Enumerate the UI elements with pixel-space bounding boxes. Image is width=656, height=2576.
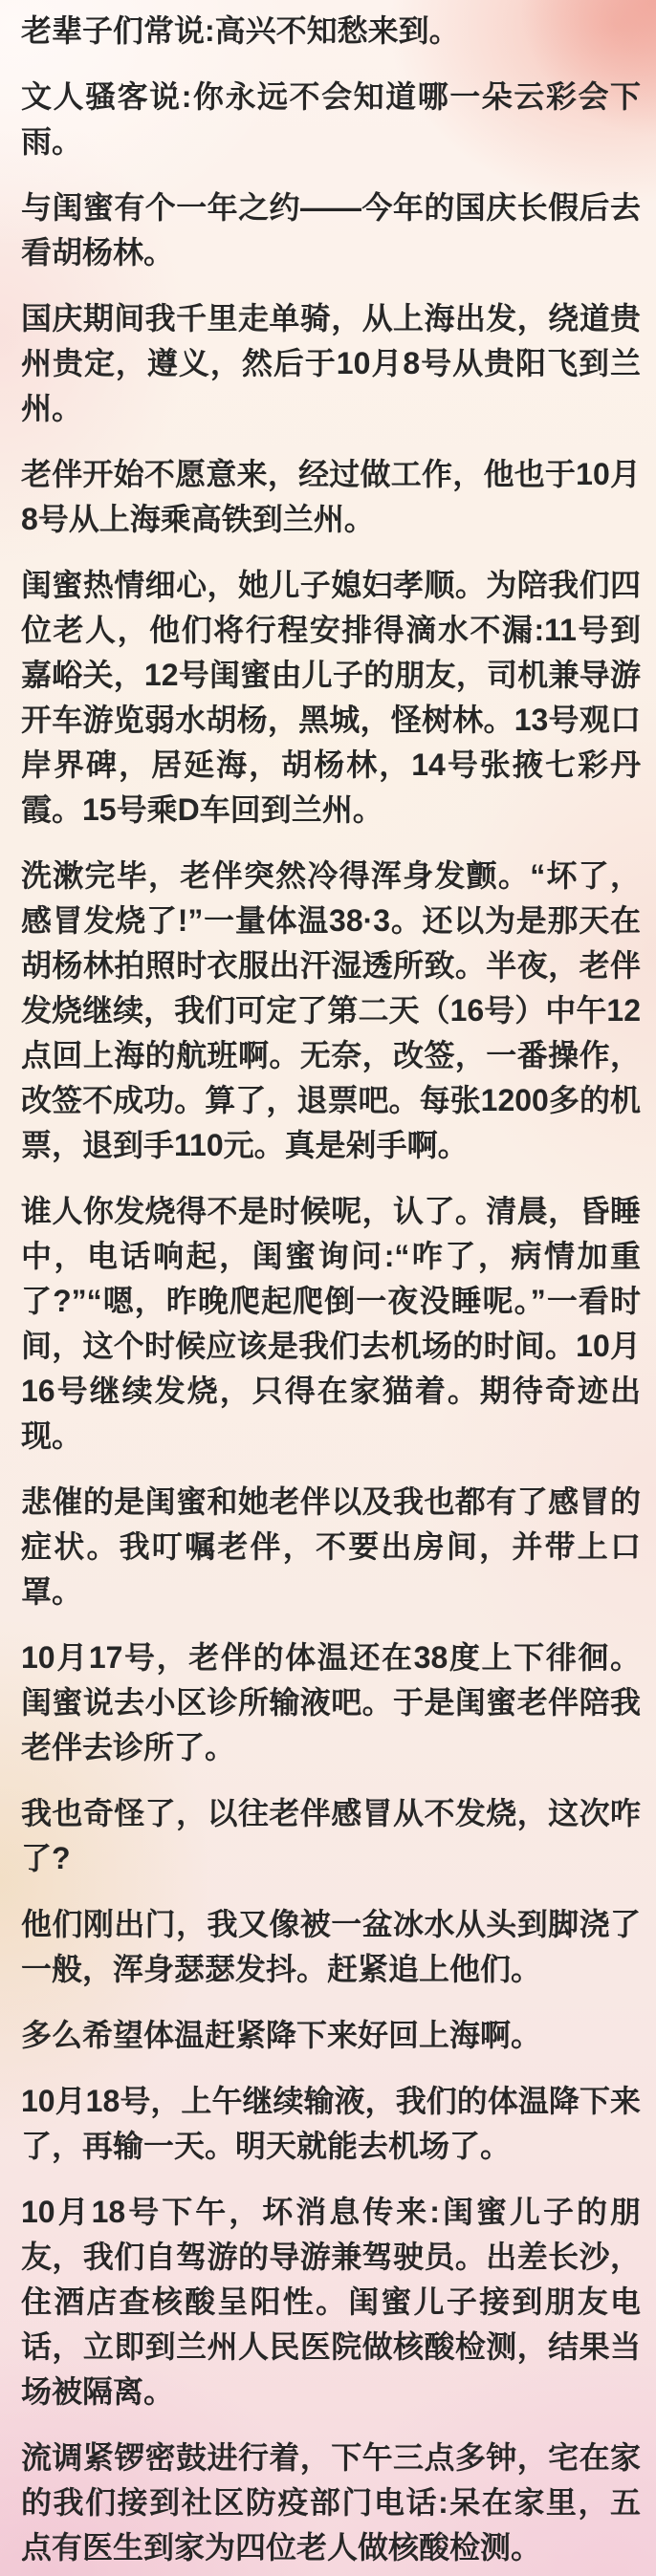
paragraph: 闺蜜热情细心，她儿子媳妇孝顺。为陪我们四位老人，他们将行程安排得滴水不漏:11号到嘉峪关，12号闺蜜由儿子的朋友，司机兼导游开车游览弱水胡杨，黑城，怪树林。13号观口岸界碑，居延海，胡杨林，14号张掖七彩丹霞。15号乘D车回到兰州。 (21, 568, 641, 827)
paragraph: 文人骚客说:你永远不会知道哪一朵云彩会下雨。 (21, 79, 641, 159)
paragraph: 老伴开始不愿意来，经过做工作，他也于10月8号从上海乘高铁到兰州。 (21, 457, 641, 536)
paragraph: 10月18号，上午继续输液，我们的体温降下来了，再输一天。明天就能去机场了。 (21, 2084, 641, 2163)
paragraph: 多么希望体温赶紧降下来好回上海啊。 (21, 2018, 542, 2052)
paragraph: 我也奇怪了，以往老伴感冒从不发烧，这次咋了? (21, 1796, 641, 1875)
paragraph: 与闺蜜有个一年之约——今年的国庆长假后去看胡杨林。 (21, 190, 641, 270)
paragraph: 国庆期间我千里走单骑，从上海出发，绕道贵州贵定，遵义，然后于10月8号从贵阳飞到兰州。 (21, 301, 641, 425)
article-body (21, 9, 641, 2570)
paragraph: 谁人你发烧得不是时候呢，认了。清晨，昏睡中，电话响起，闺蜜询问:“咋了，病情加重了?”“嗯，昨晚爬起爬倒一夜没睡呢。”一看时间，这个时候应该是我们去机场的时间。10月16号继续发烧，只得在家猫着。期待奇迹出现。 (21, 1194, 641, 1453)
paragraph: 悲催的是闺蜜和她老伴以及我也都有了感冒的症状。我叮嘱老伴，不要出房间，并带上口罩。 (21, 1484, 641, 1609)
paragraph: 老辈子们常说:高兴不知愁来到。 (21, 13, 460, 48)
paragraph: 他们刚出门，我又像被一盆冰水从头到脚浇了一般，浑身瑟瑟发抖。赶紧追上他们。 (21, 1907, 641, 1986)
paragraph: 洗漱完毕，老伴突然冷得浑身发颤。“坏了，感冒发烧了!”一量体温38·3。还以为是那天在胡杨林拍照时衣服出汗湿透所致。半夜，老伴发烧继续，我们可定了第二天（16号）中午12点回上海的航班啊。无奈，改签，一番操作，改签不成功。算了，退票吧。每张1200多的机票，退到手110元。真是剁手啊。 (21, 858, 641, 1162)
paragraph: 流调紧锣密鼓进行着，下午三点多钟，宅在家的我们接到社区防疫部门电话:呆在家里，五点有医生到家为四位老人做核酸检测。 (21, 2440, 641, 2565)
paragraph: 10月17号，老伴的体温还在38度上下徘徊。闺蜜说去小区诊所输液吧。于是闺蜜老伴陪我老伴去诊所了。 (21, 1640, 641, 1764)
paragraph: 10月18号下午，坏消息传来:闺蜜儿子的朋友，我们自驾游的导游兼驾驶员。出差长沙，住酒店查核酸呈阳性。闺蜜儿子接到朋友电话，立即到兰州人民医院做核酸检测，结果当场被隔离。 (21, 2195, 641, 2409)
